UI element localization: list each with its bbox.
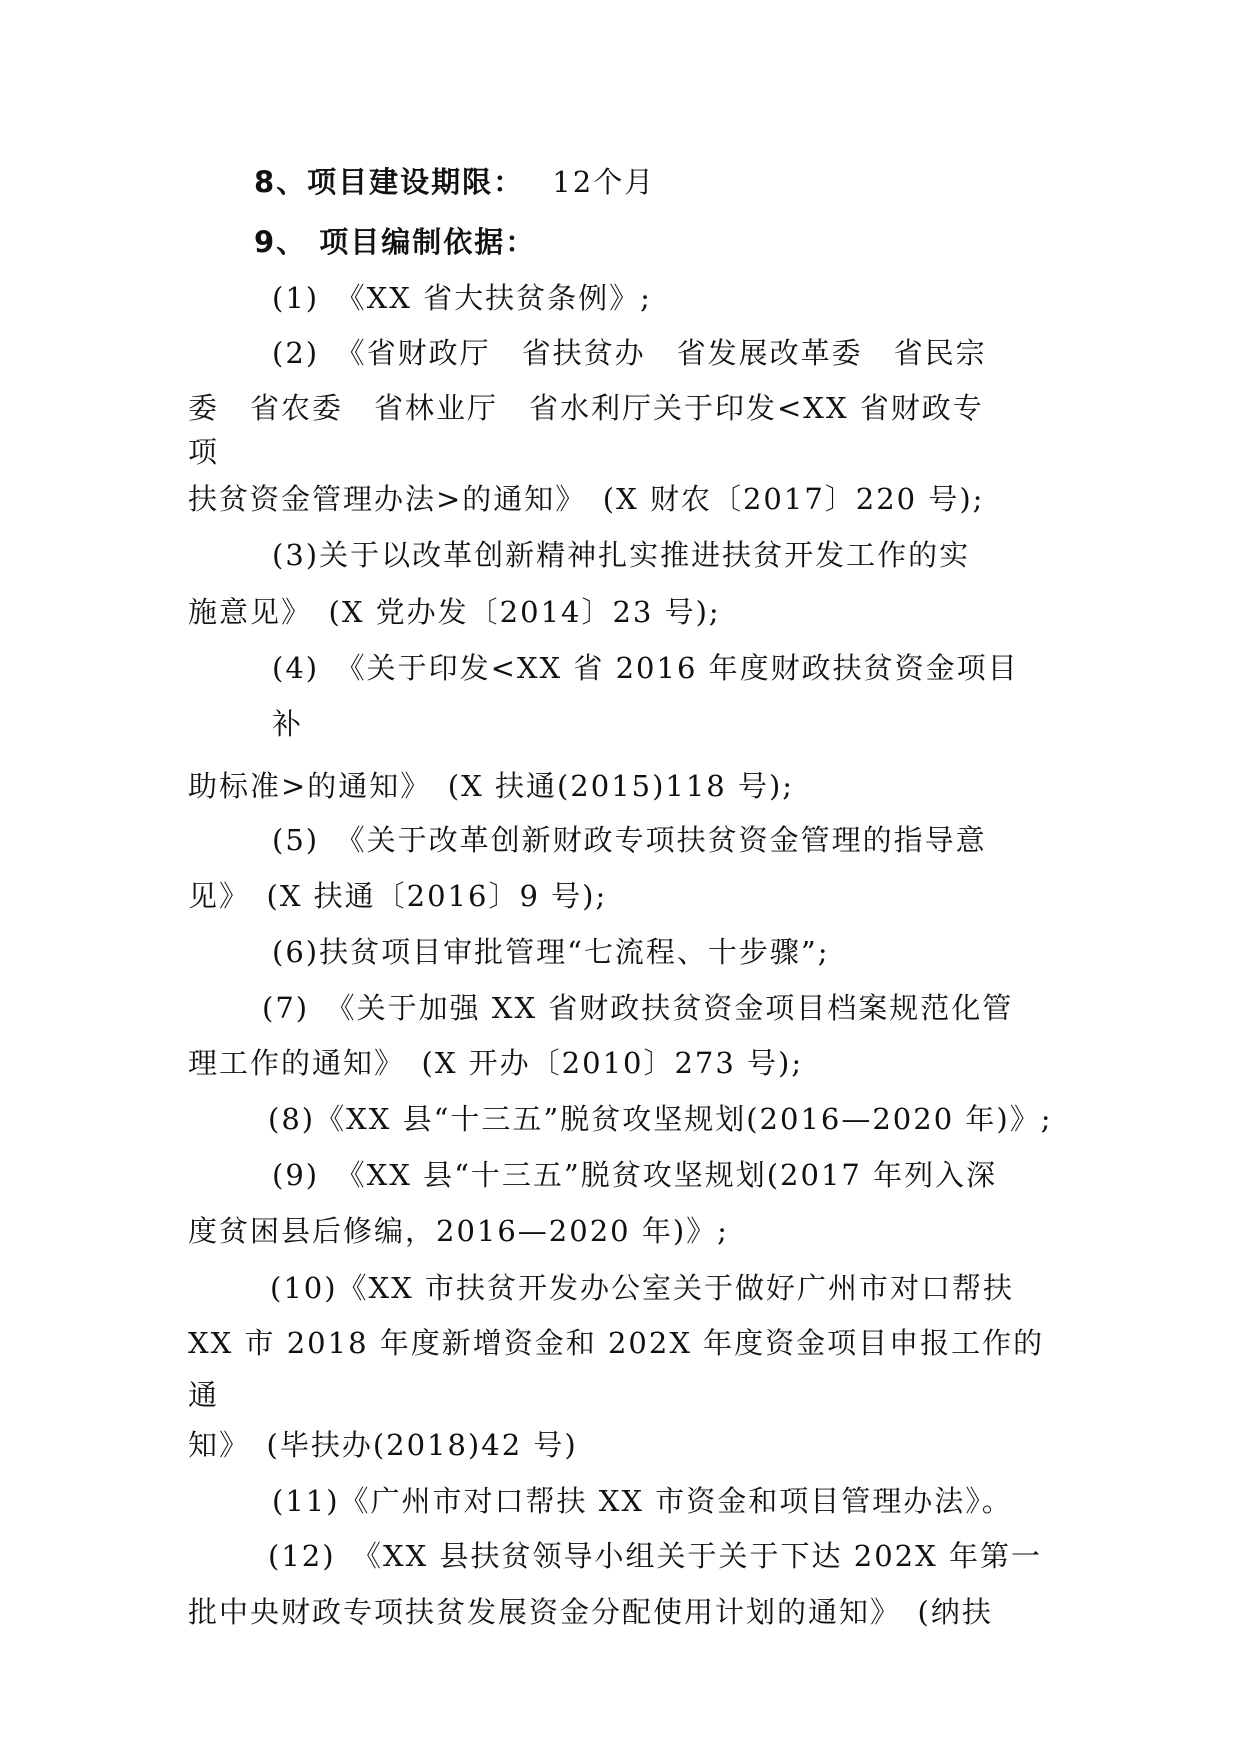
basis-line-7: 施意见》 (X 党办发〔2014〕23 号); [188,595,721,629]
basis-line-6: (3)关于以改革创新精神扎实推进扶贫开发工作的实 [272,538,971,572]
basis-line-9: 补 [272,707,304,741]
basis-line-11: (5) 《关于改革创新财政专项扶贫资金管理的指导意 [272,823,987,857]
basis-line-8: (4) 《关于印发<XX 省 2016 年度财政扶贫资金项目 [272,651,1019,685]
basis-line-19: (10)《XX 市扶贫开发办公室关于做好广州市对口帮扶 [270,1271,1015,1305]
section-heading-9 [254,222,536,262]
section-heading-8 [254,162,655,202]
basis-line-21: 通 [188,1378,220,1412]
heading-8-value: 12个月 [552,165,656,199]
basis-line-24: (12) 《XX 县扶贫领导小组关于关于下达 202X 年第一 [268,1539,1042,1573]
basis-line-2: (2) 《省财政厅 省扶贫办 省发展改革委 省民宗 [272,336,987,370]
basis-line-16: (8)《XX 县“十三五”脱贫攻坚规划(2016—2020 年)》; [268,1102,1053,1136]
basis-line-13: (6)扶贫项目审批管理“七流程、十步骤”; [272,935,830,969]
basis-line-5: 扶贫资金管理办法>的通知》 (X 财农〔2017〕220 号); [188,482,985,516]
basis-line-4: 项 [188,435,220,469]
basis-line-18: 度贫困县后修编，2016—2020 年)》; [188,1214,729,1248]
basis-line-12: 见》 (X 扶通〔2016〕9 号); [188,879,608,913]
basis-line-3: 委 省农委 省林业厅 省水利厅关于印发<XX 省财政专 [188,391,984,425]
basis-line-23: (11)《广州市对口帮扶 XX 市资金和项目管理办法》。 [272,1484,1013,1518]
basis-line-10: 助标准>的通知》 (X 扶通(2015)118 号); [188,769,795,803]
basis-line-1: (1) 《XX 省大扶贫条例》; [272,281,652,315]
basis-line-15: 理工作的通知》 (X 开办〔2010〕273 号); [188,1046,804,1080]
basis-line-25: 批中央财政专项扶贫发展资金分配使用计划的通知》 (纳扶 [188,1595,993,1629]
basis-line-14: (7) 《关于加强 XX 省财政扶贫资金项目档案规范化管 [262,991,1014,1025]
basis-line-17: (9) 《XX 县“十三五”脱贫攻坚规划(2017 年列入深 [272,1158,998,1192]
heading-8-label: 8、项目建设期限： [254,165,525,199]
heading-9-label: 9、 项目编制依据： [254,225,537,259]
basis-line-22: 知》 (毕扶办(2018)42 号) [188,1428,578,1462]
basis-line-20: XX 市 2018 年度新增资金和 202X 年度资金项目申报工作的 [188,1326,1045,1360]
